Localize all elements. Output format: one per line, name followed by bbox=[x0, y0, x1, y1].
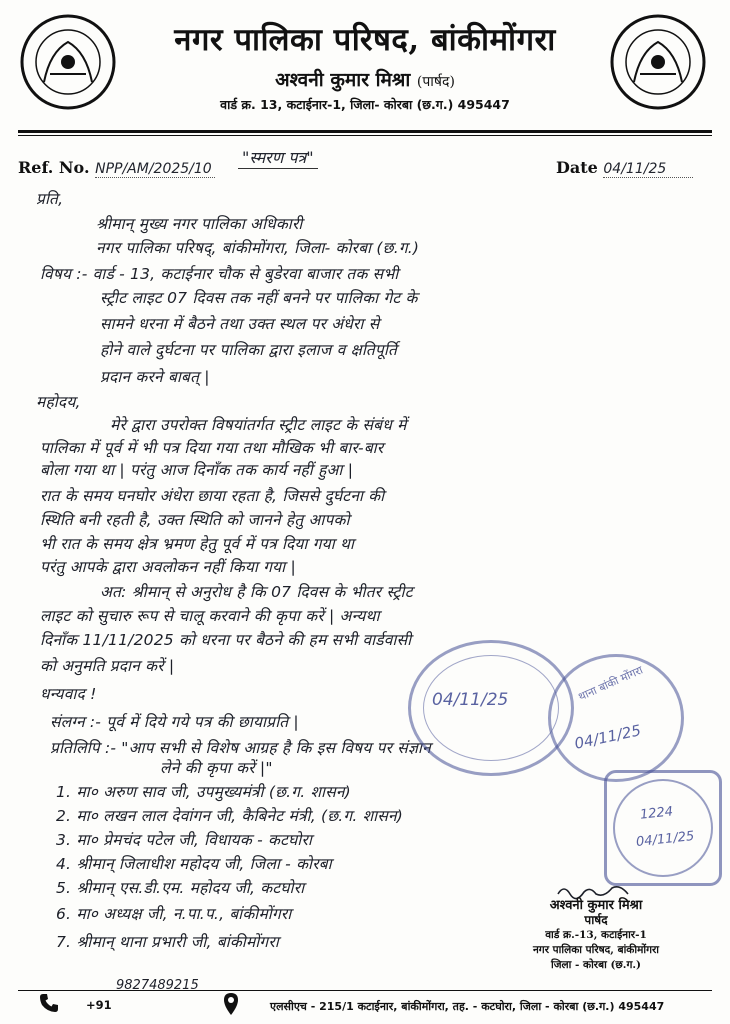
header-rule bbox=[18, 130, 712, 133]
phone-icon bbox=[38, 992, 60, 1014]
body-line: को अनुमति प्रदान करें | bbox=[40, 657, 175, 675]
ref-value: NPP/AM/2025/10 bbox=[95, 161, 215, 178]
body-line: प्रति, bbox=[36, 190, 64, 208]
copy-list-item: 1. मा० अरुण साव जी, उपमुख्यमंत्री (छ.ग. शासन) bbox=[56, 783, 351, 801]
copy-list-item: 4. श्रीमान् जिलाधीश महोदय जी, जिला - कोरबा bbox=[56, 855, 332, 873]
body-line: दिनाँक 11/11/2025 को धरना पर बैठने की हम सभी वार्डवासी bbox=[40, 631, 412, 649]
body-line: धन्यवाद ! bbox=[40, 685, 97, 703]
organization-name: नगर पालिका परिषद, बांकीमोंगरा bbox=[174, 22, 556, 58]
received-stamp-date: 04/11/25 bbox=[432, 690, 509, 710]
signatory-council: नगर पालिका परिषद, बांकीमोंगरा bbox=[532, 944, 659, 956]
office-stamp-date: 04/11/25 bbox=[635, 828, 696, 851]
copy-list-item: 6. मा० अध्यक्ष जी, न.पा.प., बांकीमोंगरा bbox=[56, 905, 292, 923]
phone-number-handwritten: 9827489215 bbox=[116, 978, 199, 993]
date-label: Date bbox=[556, 158, 598, 177]
signatory-ward: वार्ड क्र.-13, कटाईनार-1 bbox=[545, 929, 647, 941]
body-line: रात के समय घनघोर अंधेरा छाया रहता है, जिससे दुर्घटना की bbox=[40, 487, 385, 505]
copy-list-item: 7. श्रीमान् थाना प्रभारी जी, बांकीमोंगरा bbox=[56, 933, 279, 951]
location-pin-icon bbox=[222, 992, 240, 1016]
copy-list-item: 3. मा० प्रेमचंद पटेल जी, विधायक - कटघोरा bbox=[56, 831, 313, 849]
footer-address: एलसीएच - 215/1 कटाईनार, बांकीमोंगरा, तह. - कटघोरा, जिला - कोरबा (छ.ग.) 495447 bbox=[270, 1000, 665, 1013]
signature-block bbox=[506, 898, 686, 973]
police-stamp-date: 04/11/25 bbox=[572, 721, 643, 753]
police-stamp-label: थाना बांकी मोंगरा bbox=[576, 663, 645, 704]
body-line: भी रात के समय क्षेत्र भ्रमण हेतु पूर्व में पत्र दिया गया था bbox=[40, 535, 355, 553]
signatory-name: अश्वनी कुमार मिश्रा bbox=[549, 898, 643, 913]
office-inward-stamp bbox=[604, 770, 722, 886]
municipal-logo-right bbox=[600, 12, 716, 112]
body-line: परंतु आपके द्वारा अवलोकन नहीं किया गया | bbox=[40, 558, 296, 576]
signatory-district: जिला - कोरबा (छ.ग.) bbox=[551, 959, 641, 971]
copy-list-item: 2. मा० लखन लाल देवांगन जी, कैबिनेट मंत्री, (छ.ग. शासन) bbox=[56, 807, 404, 825]
member-title: (पार्षद) bbox=[416, 74, 455, 90]
body-line: स्ट्रीट लाइट 07 दिवस तक नहीं बनने पर पालिका गेट के bbox=[100, 289, 418, 307]
member-name: अश्वनी कुमार मिश्रा bbox=[275, 69, 411, 91]
body-line: अत: श्रीमान् से अनुरोध है कि 07 दिवस के भीतर स्ट्रीट bbox=[100, 583, 413, 601]
body-line: मेरे द्वारा उपरोक्त विषयांतर्गत स्ट्रीट लाइट के संबंध में bbox=[110, 416, 407, 434]
date-value: 04/11/25 bbox=[603, 161, 693, 178]
body-line: बोला गया था | परंतु आज दिनाँक तक कार्य नहीं हुआ | bbox=[40, 461, 354, 479]
body-line: लाइट को सुचारु रूप से चालू करवाने की कृपा करें | अन्यथा bbox=[40, 607, 380, 625]
copy-list-item: 5. श्रीमान् एस.डी.एम. महोदय जी, कटघोरा bbox=[56, 879, 305, 897]
ref-label: Ref. No. bbox=[18, 158, 90, 177]
body-line: संलग्न :- पूर्व में दिये गये पत्र की छायाप्रति | bbox=[50, 713, 299, 731]
body-line: सामने धरना में बैठने तथा उक्त स्थल पर अंधेरा से bbox=[100, 315, 380, 333]
signatory-title: पार्षद bbox=[584, 913, 608, 927]
body-line: पालिका में पूर्व में भी पत्र दिया गया तथा मौखिक भी बार-बार bbox=[40, 439, 384, 457]
member-name-line bbox=[130, 66, 600, 92]
phone-prefix: +91 bbox=[86, 998, 112, 1012]
memo-title: "स्मरण पत्र" bbox=[238, 146, 318, 169]
municipal-logo-left bbox=[10, 12, 126, 112]
letter-date bbox=[556, 158, 693, 178]
office-stamp-number: 1224 bbox=[639, 804, 674, 823]
body-line: प्रदान करने बाबत् | bbox=[100, 368, 210, 386]
body-line: होने वाले दुर्घटना पर पालिका द्वारा इलाज व क्षतिपूर्ति bbox=[100, 341, 397, 359]
body-line: प्रतिलिपि :- "आप सभी से विशेष आग्रह है कि इस विषय पर संज्ञान bbox=[50, 739, 431, 757]
body-line: स्थिति बनी रहती है, उक्त स्थिति को जानने हेतु आपको bbox=[40, 511, 350, 529]
header-rule-thin bbox=[18, 135, 712, 136]
body-line: नगर पालिका परिषद्, बांकीमोंगरा, जिला- कोरबा (छ.ग.) bbox=[96, 239, 420, 257]
letterhead-address: वार्ड क्र. 13, कटाईनार-1, जिला- कोरबा (छ.ग.) 495447 bbox=[220, 97, 510, 112]
body-line: श्रीमान् मुख्य नगर पालिका अधिकारी bbox=[96, 215, 303, 233]
body-line: विषय :- वार्ड - 13, कटाईनार चौक से बुडेरवा बाजार तक सभी bbox=[40, 265, 399, 283]
reference-number bbox=[18, 158, 215, 178]
body-line: लेने की कृपा करें |" bbox=[160, 759, 273, 777]
body-line: महोदय, bbox=[36, 393, 81, 411]
